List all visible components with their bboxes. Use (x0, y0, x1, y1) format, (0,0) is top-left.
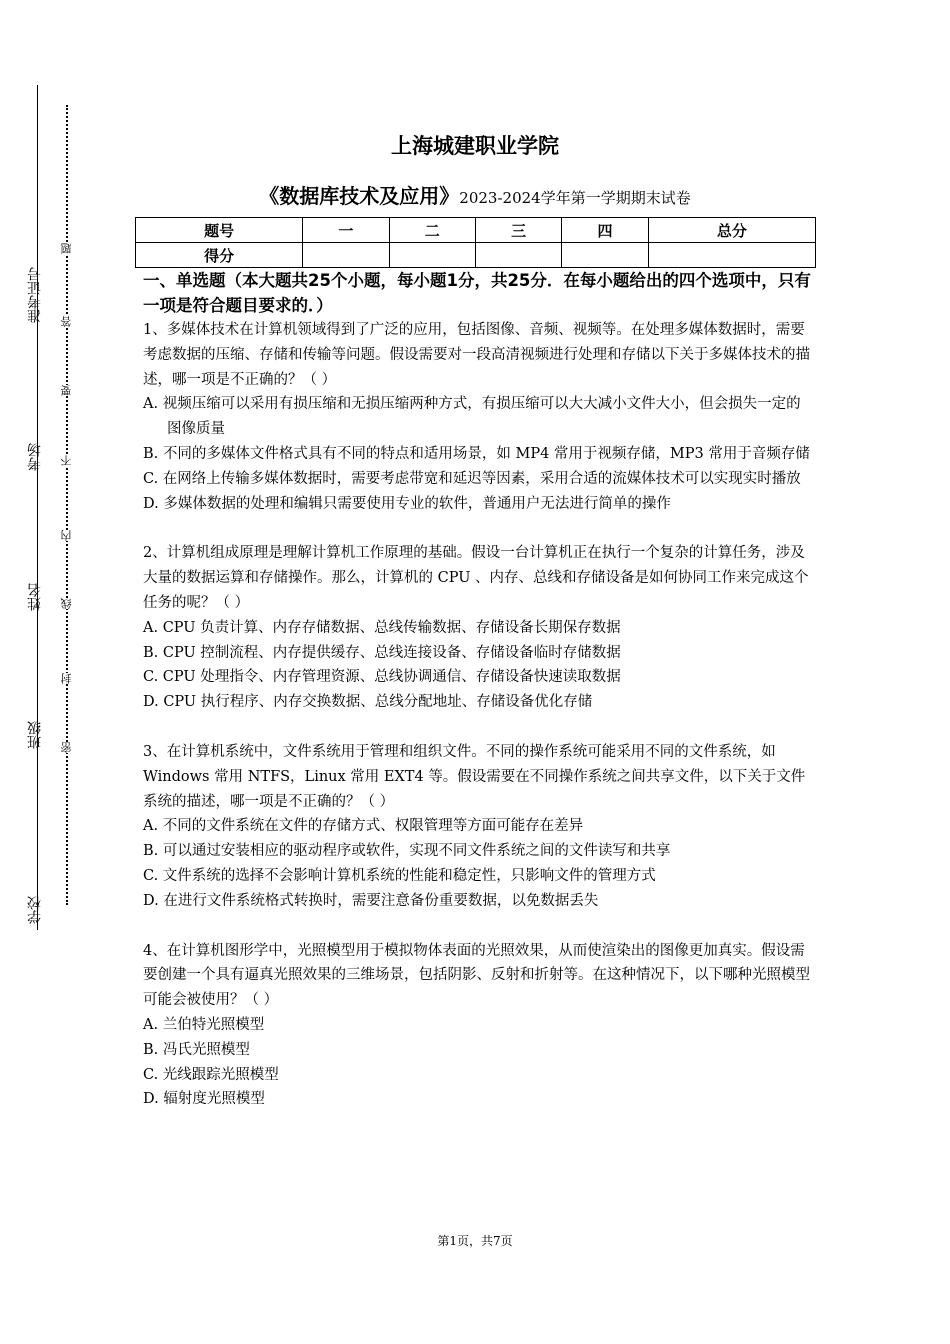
score-cell: 一 (303, 218, 389, 243)
name-label: 姓名 (27, 583, 43, 611)
school-label: 学校 (27, 896, 43, 924)
question-option: B. CPU 控制流程、内存提供缓存、总线连接设备、存储设备临时存储数据 (143, 644, 621, 661)
question-stem: 1、多媒体技术在计算机领域得到了广泛的应用，包括图像、音频、视频等。在处理多媒体数据时，需要考虑数据的压缩、存储和传输等问题。假设需要对一段高清视频进行处理和存储以下关于多媒体技术的描述，哪一项是不正确的？（ ） (143, 322, 810, 388)
exam-subtitle (0, 180, 950, 209)
question-option: D. CPU 执行程序、内存交换数据、总线分配地址、存储设备优化存储 (143, 694, 593, 711)
seal-dotted-line (66, 105, 68, 905)
question (143, 541, 813, 715)
question-option: D. 在进行文件系统格式转换时，需要注意备份重要数据，以免数据丢失 (143, 892, 599, 909)
school-title: 上海城建职业学院 (391, 134, 559, 158)
seal-char: 内 (60, 530, 73, 541)
score-cell: 二 (389, 218, 475, 243)
seal-char: 答 (60, 316, 73, 327)
question-stem: 4、在计算机图形学中，光照模型用于模拟物体表面的光照效果，从而使渲染出的图像更加真实。假设需要创建一个具有逼真光照效果的三维场景，包括阴影、反射和折射等。在这种情况下，以下哪种光照模型可能会被使用？（ ） (143, 942, 810, 1009)
question-option: A. 视频压缩可以采用有损压缩和无损压缩两种方式，有损压缩可以大大减小文件大小，但会损失一定的图像质量 (143, 396, 801, 438)
section-title: 一、单选题（本大题共25个小题，每小题1分，共25分．在每小题给出的四个选项中，只有一项是符合题目要求的．） (143, 271, 811, 315)
score-input-cell (562, 243, 648, 268)
binding-line (37, 85, 38, 930)
exam-content (143, 268, 813, 1112)
seal-char: 线 (60, 598, 73, 609)
question-option: C. 文件系统的选择不会影响计算机系统的性能和稳定性，只影响文件的管理方式 (143, 867, 656, 884)
score-table-header-row (136, 218, 816, 243)
seal-char: 要 (60, 385, 73, 396)
score-input-cell (389, 243, 475, 268)
score-input-cell (648, 243, 815, 268)
score-cell: 得分 (136, 243, 303, 268)
question-option: D. 辐射度光照模型 (143, 1091, 265, 1108)
score-cell: 三 (475, 218, 561, 243)
page-number: 第1页，共7页 (437, 1234, 513, 1248)
seal-char: 题 (60, 243, 73, 254)
question-option: A. 兰伯特光照模型 (143, 1016, 265, 1033)
question-option: A. CPU 负责计算、内存存储数据、总线传输数据、存储设备长期保存数据 (143, 619, 621, 636)
course-name: 《数据库技术及应用》 (259, 184, 460, 208)
question (143, 318, 813, 516)
question-option: D. 多媒体数据的处理和编辑只需要使用专业的软件，普通用户无法进行简单的操作 (143, 495, 671, 512)
question-option: B. 不同的多媒体文件格式具有不同的特点和适用场景，如 MP4 常用于视频存储，MP3 常用于音频存储 (143, 445, 810, 462)
score-input-cell (303, 243, 389, 268)
term-text: 2023-2024学年第一学期期末试卷 (459, 189, 691, 207)
score-cell: 题号 (136, 218, 303, 243)
score-cell: 四 (562, 218, 648, 243)
question (143, 939, 813, 1113)
question-option: B. 冯氏光照模型 (143, 1041, 250, 1058)
score-input-cell (475, 243, 561, 268)
exam-id-label: 准考证号 (27, 267, 43, 323)
seal-char: 密 (60, 742, 73, 753)
exam-room-label: 考场 (27, 443, 43, 471)
question-option: C. 光线跟踪光照模型 (143, 1066, 279, 1083)
question-option: A. 不同的文件系统在文件的存储方式、权限管理等方面可能存在差异 (143, 818, 584, 835)
seal-char: 封 (60, 673, 73, 684)
score-table (135, 217, 816, 268)
seal-char: 不 (60, 455, 73, 466)
score-table-score-row (136, 243, 816, 268)
score-cell: 总分 (648, 218, 815, 243)
question-option: B. 可以通过安装相应的驱动程序或软件，实现不同文件系统之间的文件读写和共享 (143, 843, 671, 860)
class-label: 班级 (27, 721, 43, 749)
question-stem: 3、在计算机系统中，文件系统用于管理和组织文件。不同的操作系统可能采用不同的文件系统，如 Windows 常用 NTFS，Linux 常用 EXT4 等。假设需要在不同操作系统之间共享文件，以下关于文件系统的描述，哪一项是不正确的？（ ） (143, 743, 806, 810)
question (143, 740, 813, 914)
question-option: C. 在网络上传输多媒体数据时，需要考虑带宽和延迟等因素，采用合适的流媒体技术可以实现实时播放 (143, 470, 801, 487)
question-option: C. CPU 处理指令、内存管理资源、总线协调通信、存储设备快速读取数据 (143, 669, 621, 686)
question-stem: 2、计算机组成原理是理解计算机工作原理的基础。假设一台计算机正在执行一个复杂的计算任务，涉及大量的数据运算和存储操作。那么，计算机的 CPU 、内存、总线和存储设备是如何协同工作来完成这个任务的呢？（ ） (143, 545, 809, 611)
